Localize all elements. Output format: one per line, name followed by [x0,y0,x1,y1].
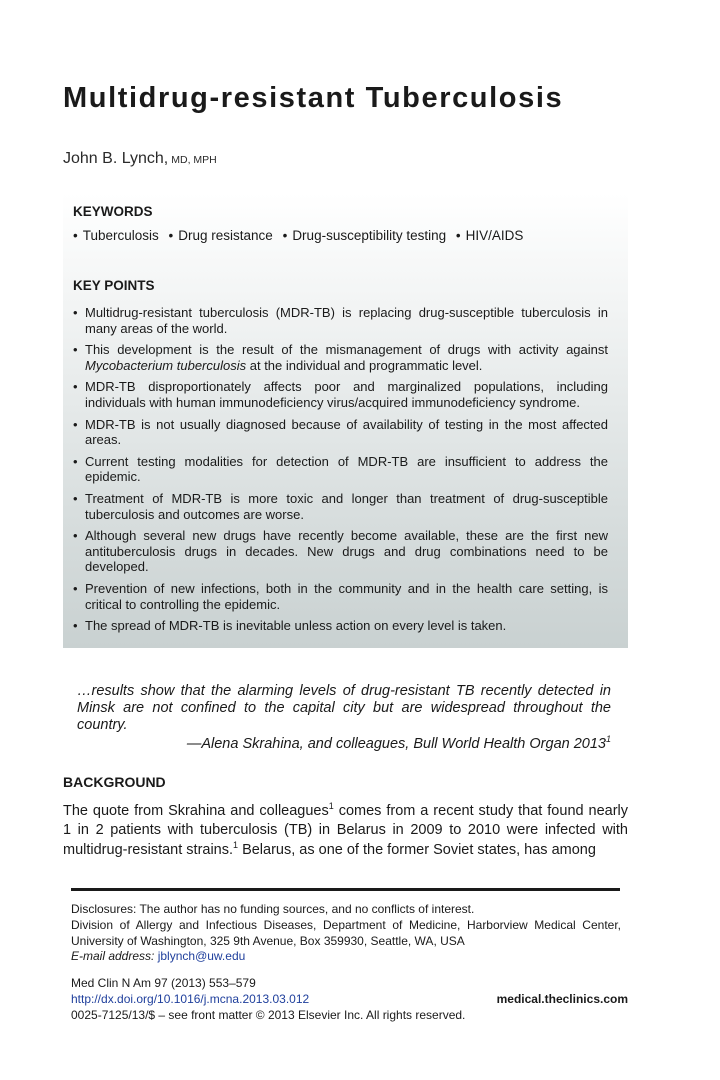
background-paragraph [63,802,628,860]
body-text: comes from a recent study that found nearly 1 in 2 patients with tuberculosis (TB) in Belarus in 2009 to 2010 were infected with multidrug-resistant strains. [63,803,629,858]
background-heading: BACKGROUND [63,774,166,790]
key-point-item: • Although several new drugs have recently become available, these are the first new antituberculosis drugs in decades. New drugs and drug combinations need to be developed. [73,528,608,575]
key-point-text: at the individual and programmatic level. [246,357,483,373]
citation-ref: 1 [233,839,239,850]
quote-attribution [187,734,611,752]
key-point-item: • Current testing modalities for detection of MDR-TB are insufficient to address the epidemic. [73,454,608,485]
author-name: John B. Lynch, [63,150,169,167]
author-degrees: MD, MPH [171,154,217,166]
citation-ref: 1 [328,801,334,812]
email-link[interactable]: jblynch@uw.edu [157,949,246,963]
key-points-heading: KEY POINTS [73,278,155,293]
journal-website: medical.theclinics.com [496,992,628,1006]
key-point-item: • The spread of MDR-TB is inevitable unless action on every level is taken. [73,618,608,634]
keyword-item: • HIV/AIDS [450,228,524,243]
body-text: Belarus, as one of the former Soviet states, has among [238,841,596,858]
author-line [63,150,217,168]
key-point-item [73,342,608,373]
keyword-item: • Drug-susceptibility testing [277,228,447,243]
email-line [71,948,621,964]
journal-citation: Med Clin N Am 97 (2013) 553–579 [71,976,256,990]
affiliation-note: Division of Allergy and Infectious Diseases, Department of Medicine, Harborview Medical Center, University of Washington, 325 9th Avenue, Box 359930, Seattle, WA, USA [71,918,621,948]
key-point-item: • Prevention of new infections, both in the community and in the health care setting, is critical to controlling the epidemic. [73,581,608,612]
key-point-item: • Treatment of MDR-TB is more toxic and longer than treatment of drug-susceptible tuberculosis and outcomes are worse. [73,491,608,522]
keyword-item: • Tuberculosis [73,228,159,243]
body-text: The quote from Skrahina and colleagues [63,803,329,819]
footnote-divider [71,888,620,891]
keyword-item: • Drug resistance [163,228,273,243]
keywords-list [73,228,523,243]
attribution-text: —Alena Skrahina, and colleagues, Bull World Health Organ 2013 [186,735,606,752]
disclosures-note: Disclosures: The author has no funding sources, and no conflicts of interest. [71,902,475,916]
doi-link[interactable]: http://dx.doi.org/10.1016/j.mcna.2013.03.012 [71,992,310,1006]
key-points-list [73,305,608,640]
copyright-line: 0025-7125/13/$ – see front matter © 2013 Elsevier Inc. All rights reserved. [71,1008,466,1022]
epigraph-quote: …results show that the alarming levels of drug-resistant TB recently detected in Minsk are not confined to the capital city but are widespread throughout the country. [77,683,611,733]
key-point-text: This development is the result of the mismanagement of drugs with activity against [85,342,608,358]
email-label: E-mail address: [71,949,155,963]
key-point-item: • Multidrug-resistant tuberculosis (MDR-TB) is replacing drug-susceptible tuberculosis in many areas of the world. [73,305,608,336]
key-point-item: • MDR-TB is not usually diagnosed because of availability of testing in the most affected areas. [73,417,608,448]
keywords-heading: KEYWORDS [73,204,153,219]
article-title: Multidrug-resistant Tuberculosis [63,82,564,114]
citation-ref: 1 [605,734,611,744]
key-point-italic-term: Mycobacterium tuberculosis [85,357,247,373]
keywords-keypoints-box [63,193,628,648]
key-point-item: • MDR-TB disproportionately affects poor and marginalized populations, including individuals with human immunodeficiency virus/acquired immunodeficiency syndrome. [73,379,608,410]
